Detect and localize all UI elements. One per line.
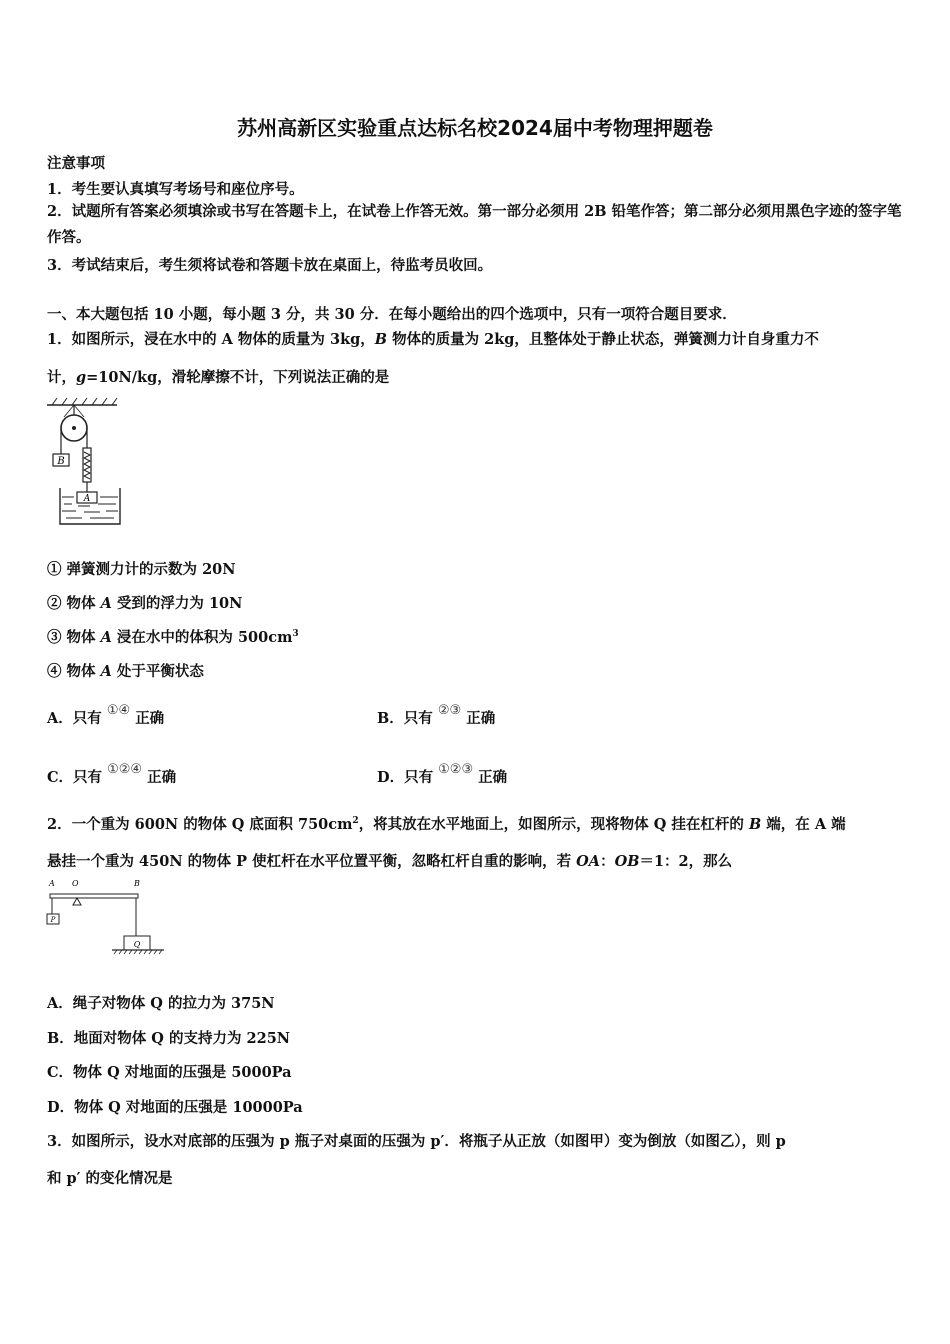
q2-option-b[interactable]: B．地面对物体 Q 的支持力为 225N bbox=[47, 1030, 291, 1047]
q1-option-c[interactable]: C．只有 ①②④ 正确 bbox=[47, 762, 177, 786]
q1-statement-4: ④ 物体 A 处于平衡状态 bbox=[47, 663, 204, 680]
q3-stem-line2: 和 p′ 的变化情况是 bbox=[47, 1170, 173, 1187]
q2-stem-line1: 2．一个重为 600N 的物体 Q 底面积 $750cm^2$，将其放在水平地面上，如图所示，现将物体 Q 挂在杠杆的 B 端，在 A 端 bbox=[47, 816, 846, 833]
notice-item-2: 2．试题所有答案必须填涂或书写在答题卡上，在试卷上作答无效。第一部分必须用 2B 铅笔作答；第二部分必须用黑色字迹的签字笔作答。 bbox=[47, 203, 902, 246]
q1-label-a: A bbox=[83, 494, 91, 504]
q1-figure bbox=[44, 396, 124, 528]
notice-item-1: 1．考生要认真填写考场号和座位序号。 bbox=[47, 181, 304, 198]
q2-option-d[interactable]: D．物体 Q 对地面的压强是 10000Pa bbox=[47, 1099, 303, 1116]
q1-statement-1: ① 弹簧测力计的示数为 20N bbox=[47, 561, 236, 578]
q2-label-o: O bbox=[72, 879, 79, 888]
q2-option-c[interactable]: C．物体 Q 对地面的压强是 5000Pa bbox=[47, 1064, 292, 1081]
q2-label-q: Q bbox=[133, 940, 141, 949]
q2-option-a[interactable]: A．绳子对物体 Q 的拉力为 375N bbox=[47, 995, 275, 1012]
section-heading: 一、本大题包括 10 小题，每小题 3 分，共 30 分．在每小题给出的四个选项中，只有一项符合题目要求． bbox=[47, 306, 737, 323]
notice-heading: 注意事项 bbox=[47, 155, 105, 172]
q1-statement-2: ② 物体 A 受到的浮力为 10N bbox=[47, 595, 243, 612]
q1-label-b: B bbox=[57, 456, 65, 467]
page-title: 苏州高新区实验重点达标名校2024届中考物理押题卷 bbox=[237, 116, 713, 140]
q1-option-a[interactable]: A．只有 ①④ 正确 bbox=[47, 703, 165, 727]
q2-stem-line2: 悬挂一个重为 450N 的物体 P 使杠杆在水平位置平衡，忽略杠杆自重的影响，若 OA：OB＝1：2，那么 bbox=[47, 853, 733, 870]
q1-option-d[interactable]: D．只有 ①②③ 正确 bbox=[377, 762, 508, 786]
q2-label-p: P bbox=[50, 916, 56, 924]
notice-item-3: 3．考试结束后，考生须将试卷和答题卡放在桌面上，待监考员收回。 bbox=[47, 257, 493, 274]
q1-option-b[interactable]: B．只有 ②③ 正确 bbox=[377, 703, 496, 727]
q1-stem-line2: 计，g=10N/kg，滑轮摩擦不计，下列说法正确的是 bbox=[47, 369, 390, 386]
q3-stem-line1: 3．如图所示，设水对底部的压强为 p 瓶子对桌面的压强为 p′．将瓶子从正放（如图甲）变为倒放（如图乙），则 p bbox=[47, 1133, 786, 1150]
q2-label-a: A bbox=[49, 879, 55, 888]
q2-figure bbox=[44, 876, 170, 956]
q1-stem-line1: 1．如图所示，浸在水中的 A 物体的质量为 3kg，B 物体的质量为 2kg，且整体处于静止状态，弹簧测力计自身重力不 bbox=[47, 331, 819, 348]
q1-statement-3: ③ 物体 A 浸在水中的体积为 $500cm^3$ bbox=[47, 629, 299, 646]
q2-label-b: B bbox=[134, 879, 140, 888]
